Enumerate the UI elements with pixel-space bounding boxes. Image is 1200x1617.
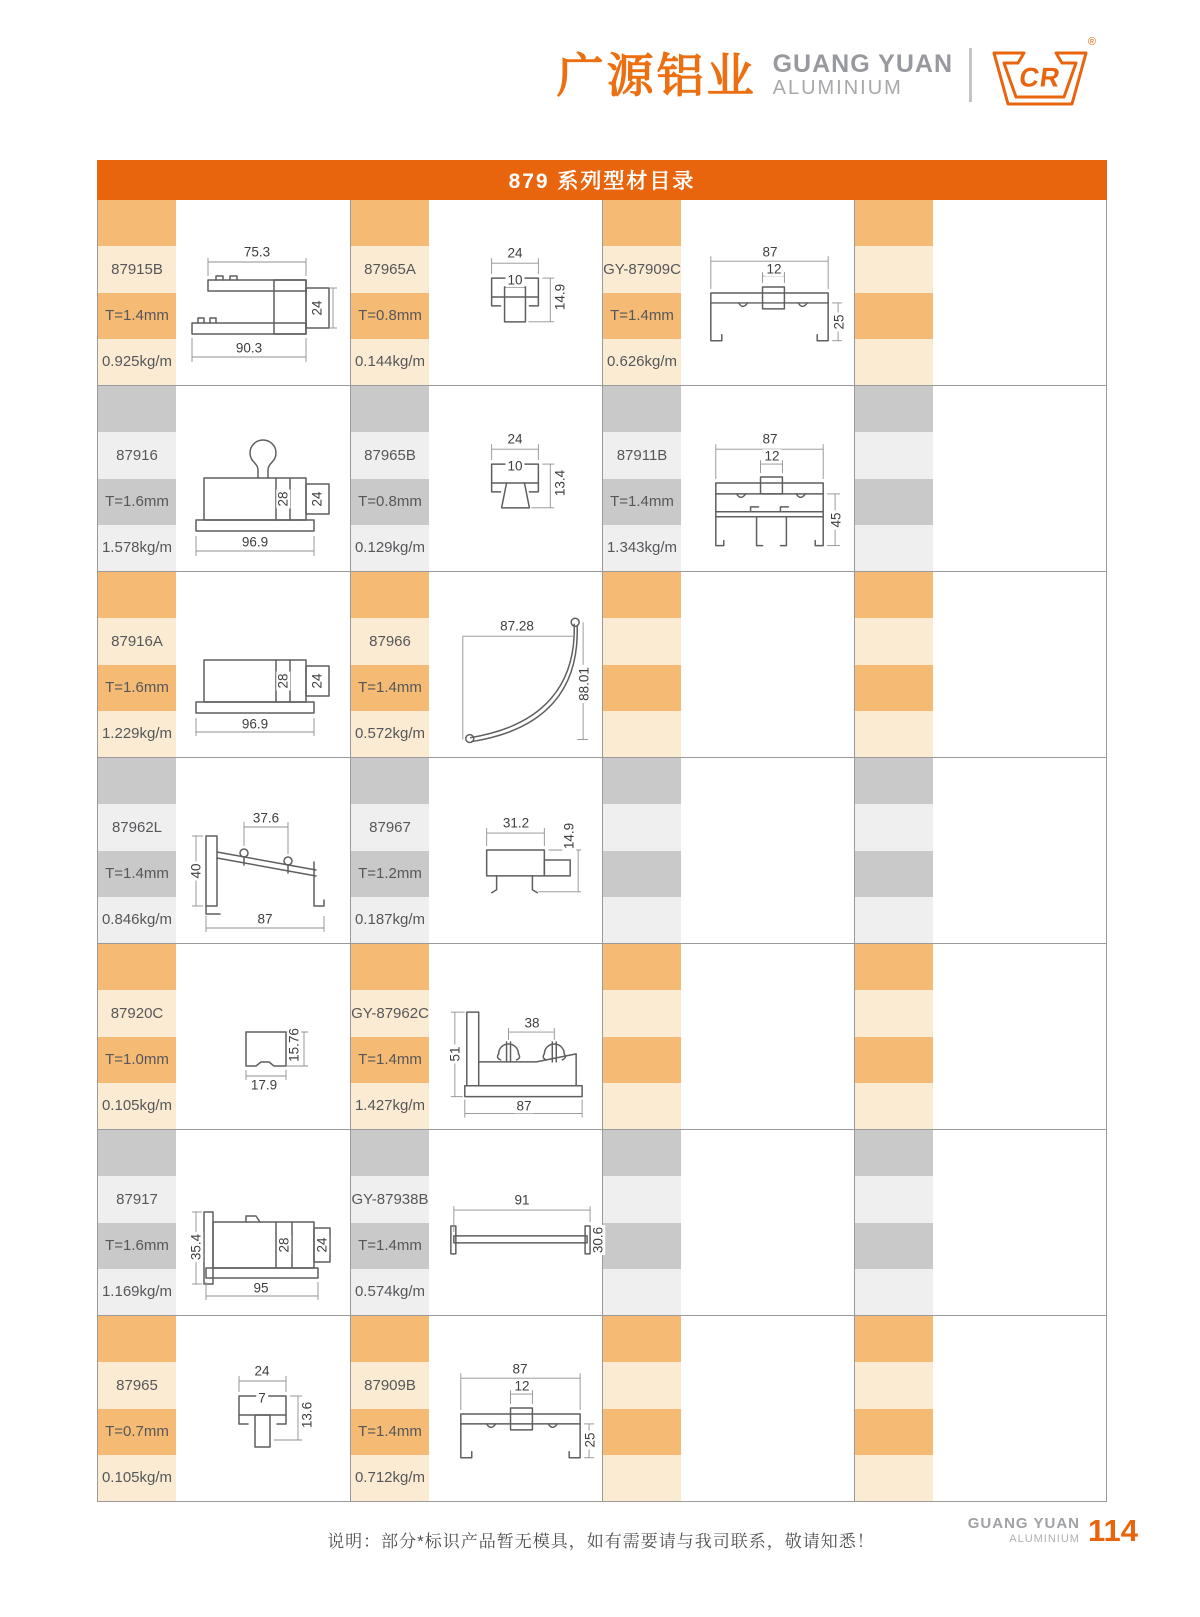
profile-drawing [176,386,350,571]
brand-en-line1: GUANG YUAN [772,50,953,79]
catalog-table [97,160,1107,1502]
dim-inner-width: 12 [766,261,782,277]
profile-labels [98,758,176,943]
stripe-blank [855,525,933,571]
profile-cell-87962L [98,758,350,943]
stripe-blank [351,386,429,432]
stripe-blank [603,804,681,850]
stripe-blank [603,1409,681,1455]
profile-labels [351,572,429,757]
stripe-blank [855,1223,933,1269]
dim-top-width: 87 [762,431,778,447]
profile-cell-empty [854,572,1106,757]
profile-thickness: T=1.4mm [603,479,681,525]
profile-drawing-empty [681,572,854,757]
profile-weight: 0.187kg/m [351,897,429,943]
profile-cell-87965A [350,200,602,385]
dim-bottom-width: 17.9 [250,1077,278,1093]
profile-cell-87916 [98,386,350,571]
dim-top-width: 87 [512,1361,528,1377]
dim-bottom-width: 87 [257,911,273,927]
profile-cell-87966 [350,572,602,757]
profile-labels [351,386,429,571]
profile-drawing-empty [681,1316,854,1501]
dim-top-width: 38 [524,1015,540,1031]
profile-cell-87909B [350,1316,602,1501]
stripe-blank [855,758,933,804]
stripe-blank [98,758,176,804]
profile-drawing-empty [681,1130,854,1315]
profile-drawing-empty [933,944,1106,1129]
dim-side-height: 24 [309,673,325,689]
table-row [98,200,1106,385]
stripe-blank [603,1037,681,1083]
profile-labels [603,1130,681,1315]
stripe-blank [603,990,681,1036]
profile-labels [855,758,933,943]
stripe-blank [855,432,933,478]
header-divider [969,48,972,102]
dim-top-width: 87 [762,244,778,260]
stripe-blank [855,1269,933,1315]
profile-cell-empty [854,1316,1106,1501]
profile-model: GY-87938B [351,1176,429,1222]
profile-labels [98,1316,176,1501]
profile-labels [351,758,429,943]
dim-side-height: 45 [828,512,844,528]
stripe-blank [855,1316,933,1362]
profile-model: 87965 [98,1362,176,1408]
profile-drawing [176,1316,350,1501]
profile-labels [603,1316,681,1501]
profile-cell-empty [602,572,854,757]
profile-drawing [429,572,602,757]
profile-model: 87920C [98,990,176,1036]
stripe-blank [603,1455,681,1501]
profile-thickness: T=1.4mm [351,1409,429,1455]
profile-cell-GY-87938B [350,1130,606,1315]
profile-model: 87967 [351,804,429,850]
stripe-blank [603,1083,681,1129]
dim-side-height: 13.4 [552,469,568,497]
dim-top-width: 87.28 [500,618,534,634]
stripe-blank [603,618,681,664]
stripe-blank [603,386,681,432]
profile-labels [855,1316,933,1501]
profile-cell-GY-87962C [350,944,602,1129]
profile-labels [603,386,681,571]
stripe-blank [603,944,681,990]
stripe-blank [603,1130,681,1176]
profile-model: 87966 [351,618,429,664]
profile-weight: 0.144kg/m [351,339,429,385]
profile-thickness: T=1.6mm [98,479,176,525]
profile-cell-87920C [98,944,350,1129]
stripe-blank [855,711,933,757]
table-row [98,571,1106,757]
profile-thickness: T=1.6mm [98,665,176,711]
table-row [98,385,1106,571]
stripe-blank [603,1269,681,1315]
profile-cell-87965B [350,386,602,571]
stripe-blank [351,1316,429,1362]
profile-cell-87965 [98,1316,350,1501]
dim-side-height: 25 [582,1432,598,1448]
profile-weight: 0.712kg/m [351,1455,429,1501]
stripe-blank [855,944,933,990]
profile-weight: 0.129kg/m [351,525,429,571]
stripe-blank [855,804,933,850]
profile-drawing [176,1130,350,1315]
profile-drawing [176,944,350,1129]
table-row [98,1129,1106,1315]
profile-cell-87917 [98,1130,350,1315]
profile-weight: 0.925kg/m [98,339,176,385]
profile-thickness: T=1.4mm [351,665,429,711]
profile-thickness: T=0.8mm [351,479,429,525]
stripe-blank [855,572,933,618]
dim-inner-width: 12 [514,1378,530,1394]
stripe-blank [351,758,429,804]
footer-note: 说明：部分*标识产品暂无模具，如有需要请与我司联系，敬请知悉！ [327,1532,875,1551]
profile-drawing [429,944,602,1129]
profile-cell-87915B [98,200,350,385]
profile-model: 87915B [98,246,176,292]
profile-labels [855,944,933,1129]
profile-drawing-empty [933,758,1106,943]
profile-weight: 1.229kg/m [98,711,176,757]
profile-labels [98,1130,176,1315]
profile-labels [351,944,429,1129]
brand-name-chinese: 广源铝业 [556,48,757,102]
dim-top-width: 24 [254,1363,270,1379]
stripe-blank [855,1037,933,1083]
profile-drawing [176,200,350,385]
profile-labels [351,200,429,385]
stripe-blank [855,1083,933,1129]
profile-cell-empty [854,200,1106,385]
profile-drawing [429,386,602,571]
dim-top-width: 24 [507,431,523,447]
profile-drawing [429,200,602,385]
profile-drawing [176,758,350,943]
profile-cell-87911B [602,386,854,571]
profile-model: 87916 [98,432,176,478]
stripe-blank [603,758,681,804]
stripe-blank [351,944,429,990]
stripe-blank [855,293,933,339]
profile-drawing-empty [933,200,1106,385]
dim-side-height: 14.9 [561,822,577,850]
profile-model: GY-87962C [351,990,429,1036]
dim-top-width: 37.6 [252,810,280,826]
dim-inner-height: 28 [275,673,291,689]
stripe-blank [855,246,933,292]
profile-thickness: T=1.4mm [98,293,176,339]
profile-model: GY-87909C [603,246,681,292]
profile-cell-empty [854,944,1106,1129]
dim-top-width: 31.2 [502,815,530,831]
stripe-blank [351,572,429,618]
profile-drawing [681,200,854,385]
profile-drawing-empty [681,944,854,1129]
dim-side-height: 35.4 [188,1233,204,1261]
profile-drawing [429,758,602,943]
dim-side-height: 25 [831,314,847,330]
profile-labels [603,944,681,1129]
dim-side-height: 24 [309,491,325,507]
stripe-blank [603,572,681,618]
stripe-blank [855,1130,933,1176]
company-logo-icon [988,36,1096,110]
profile-weight: 0.626kg/m [603,339,681,385]
profile-labels [98,944,176,1129]
profile-thickness: T=0.8mm [351,293,429,339]
stripe-blank [855,339,933,385]
profile-weight: 1.169kg/m [98,1269,176,1315]
stripe-blank [603,1362,681,1408]
stripe-blank [98,386,176,432]
profile-cell-empty [602,1130,854,1315]
dim-inner-width: 7 [258,1390,266,1406]
profile-labels [603,200,681,385]
dim-inner-height: 28 [276,1237,292,1253]
profile-thickness: T=1.0mm [98,1037,176,1083]
stripe-blank [603,851,681,897]
stripe-blank [98,1316,176,1362]
profile-drawing-empty [933,1130,1106,1315]
stripe-blank [98,200,176,246]
dim-inner-width: 10 [507,272,523,288]
stripe-blank [98,572,176,618]
dim-inner2-height: 24 [314,1237,330,1253]
stripe-blank [855,200,933,246]
profile-labels [855,386,933,571]
dim-top-width: 24 [507,245,523,261]
profile-drawing-empty [933,1316,1106,1501]
profile-thickness: T=1.4mm [351,1037,429,1083]
brand-name-english [773,51,953,98]
stripe-blank [603,200,681,246]
profile-drawing-empty [933,572,1106,757]
header [556,36,1096,110]
stripe-blank [351,1130,429,1176]
dim-side-height: 40 [188,863,204,879]
profile-labels [855,572,933,757]
profile-model: 87962L [98,804,176,850]
profile-cell-empty [602,758,854,943]
stripe-blank [603,1316,681,1362]
dim-inner-width: 12 [764,448,780,464]
profile-weight: 1.427kg/m [351,1083,429,1129]
profile-thickness: T=1.4mm [603,293,681,339]
dim-side-height: 30.6 [590,1226,606,1254]
stripe-blank [855,618,933,664]
dim-inner-height: 28 [275,491,291,507]
profile-weight: 1.578kg/m [98,525,176,571]
profile-weight: 0.105kg/m [98,1455,176,1501]
profile-model: 87911B [603,432,681,478]
stripe-blank [855,990,933,1036]
stripe-blank [855,1409,933,1455]
profile-weight: 0.574kg/m [351,1269,429,1315]
footer-brand-line1: GUANG YUAN [967,1515,1080,1533]
stripe-blank [855,1455,933,1501]
profile-drawing [681,386,854,571]
stripe-blank [98,944,176,990]
stripe-blank [855,897,933,943]
profile-weight: 0.572kg/m [351,711,429,757]
stripe-blank [855,665,933,711]
logo-letters: CR [1017,62,1063,93]
stripe-blank [603,711,681,757]
stripe-blank [603,1223,681,1269]
dim-side-height: 13.6 [299,1401,315,1429]
profile-model: 87965B [351,432,429,478]
profile-thickness: T=1.2mm [351,851,429,897]
profile-cell-empty [602,1316,854,1501]
profile-thickness: T=1.4mm [351,1223,429,1269]
profile-drawing-empty [681,758,854,943]
dim-bottom-width: 96.9 [241,534,269,550]
dim-bottom-width: 90.3 [235,340,263,356]
profile-cell-empty [854,758,1106,943]
dim-bottom-width: 96.9 [241,716,269,732]
profile-thickness: T=1.6mm [98,1223,176,1269]
profile-drawing [429,1130,606,1315]
stripe-blank [98,1130,176,1176]
footer-brand-line2: ALUMINIUM [1009,1532,1080,1545]
profile-labels [98,200,176,385]
profile-labels [351,1316,429,1501]
profile-cell-87967 [350,758,602,943]
dim-side-height: 51 [447,1046,463,1062]
profile-cell-GY-87909C [602,200,854,385]
stripe-blank [855,479,933,525]
profile-weight: 1.343kg/m [603,525,681,571]
series-title-bar: 879 系列型材目录 [97,160,1107,200]
profile-model: 87965A [351,246,429,292]
dim-bottom-width: 95 [253,1280,269,1296]
profile-drawing [176,572,350,757]
table-row [98,757,1106,943]
table-row [98,943,1106,1129]
stripe-blank [855,386,933,432]
profile-labels [98,572,176,757]
stripe-blank [855,1176,933,1222]
stripe-blank [603,1176,681,1222]
dim-side-height: 88.01 [576,667,592,701]
stripe-blank [603,665,681,711]
stripe-blank [855,851,933,897]
profile-drawing [429,1316,602,1501]
profile-cell-empty [602,944,854,1129]
profile-labels [351,1130,429,1315]
profile-model: 87909B [351,1362,429,1408]
profile-labels [98,386,176,571]
dim-top-width: 75.3 [243,244,271,260]
profile-model: 87916A [98,618,176,664]
profile-cell-empty [854,386,1106,571]
profile-model: 87917 [98,1176,176,1222]
footer-brand [968,1516,1080,1545]
page-number: 114 [1087,1513,1138,1548]
profile-cell-87916A [98,572,350,757]
dim-top-width: 91 [514,1192,530,1208]
stripe-blank [855,1362,933,1408]
profile-cell-empty [854,1130,1106,1315]
dim-inner-width: 10 [507,458,523,474]
dim-bottom-width: 87 [516,1098,532,1114]
profile-thickness: T=1.4mm [98,851,176,897]
stripe-blank [603,897,681,943]
profile-labels [855,200,933,385]
profile-weight: 0.846kg/m [98,897,176,943]
profile-weight: 0.105kg/m [98,1083,176,1129]
profile-labels [855,1130,933,1315]
profile-thickness: T=0.7mm [98,1409,176,1455]
dim-side-height: 24 [309,300,325,316]
registered-mark: ® [1087,36,1096,48]
stripe-blank [351,200,429,246]
profile-labels [603,758,681,943]
footer-page-block [968,1515,1138,1546]
profile-drawing-empty [933,386,1106,571]
dim-side-height: 15.76 [286,1028,302,1062]
table-row [98,1315,1106,1501]
dim-side-height: 14.9 [552,283,568,311]
brand-en-line2: ALUMINIUM [772,76,903,99]
profile-labels [603,572,681,757]
